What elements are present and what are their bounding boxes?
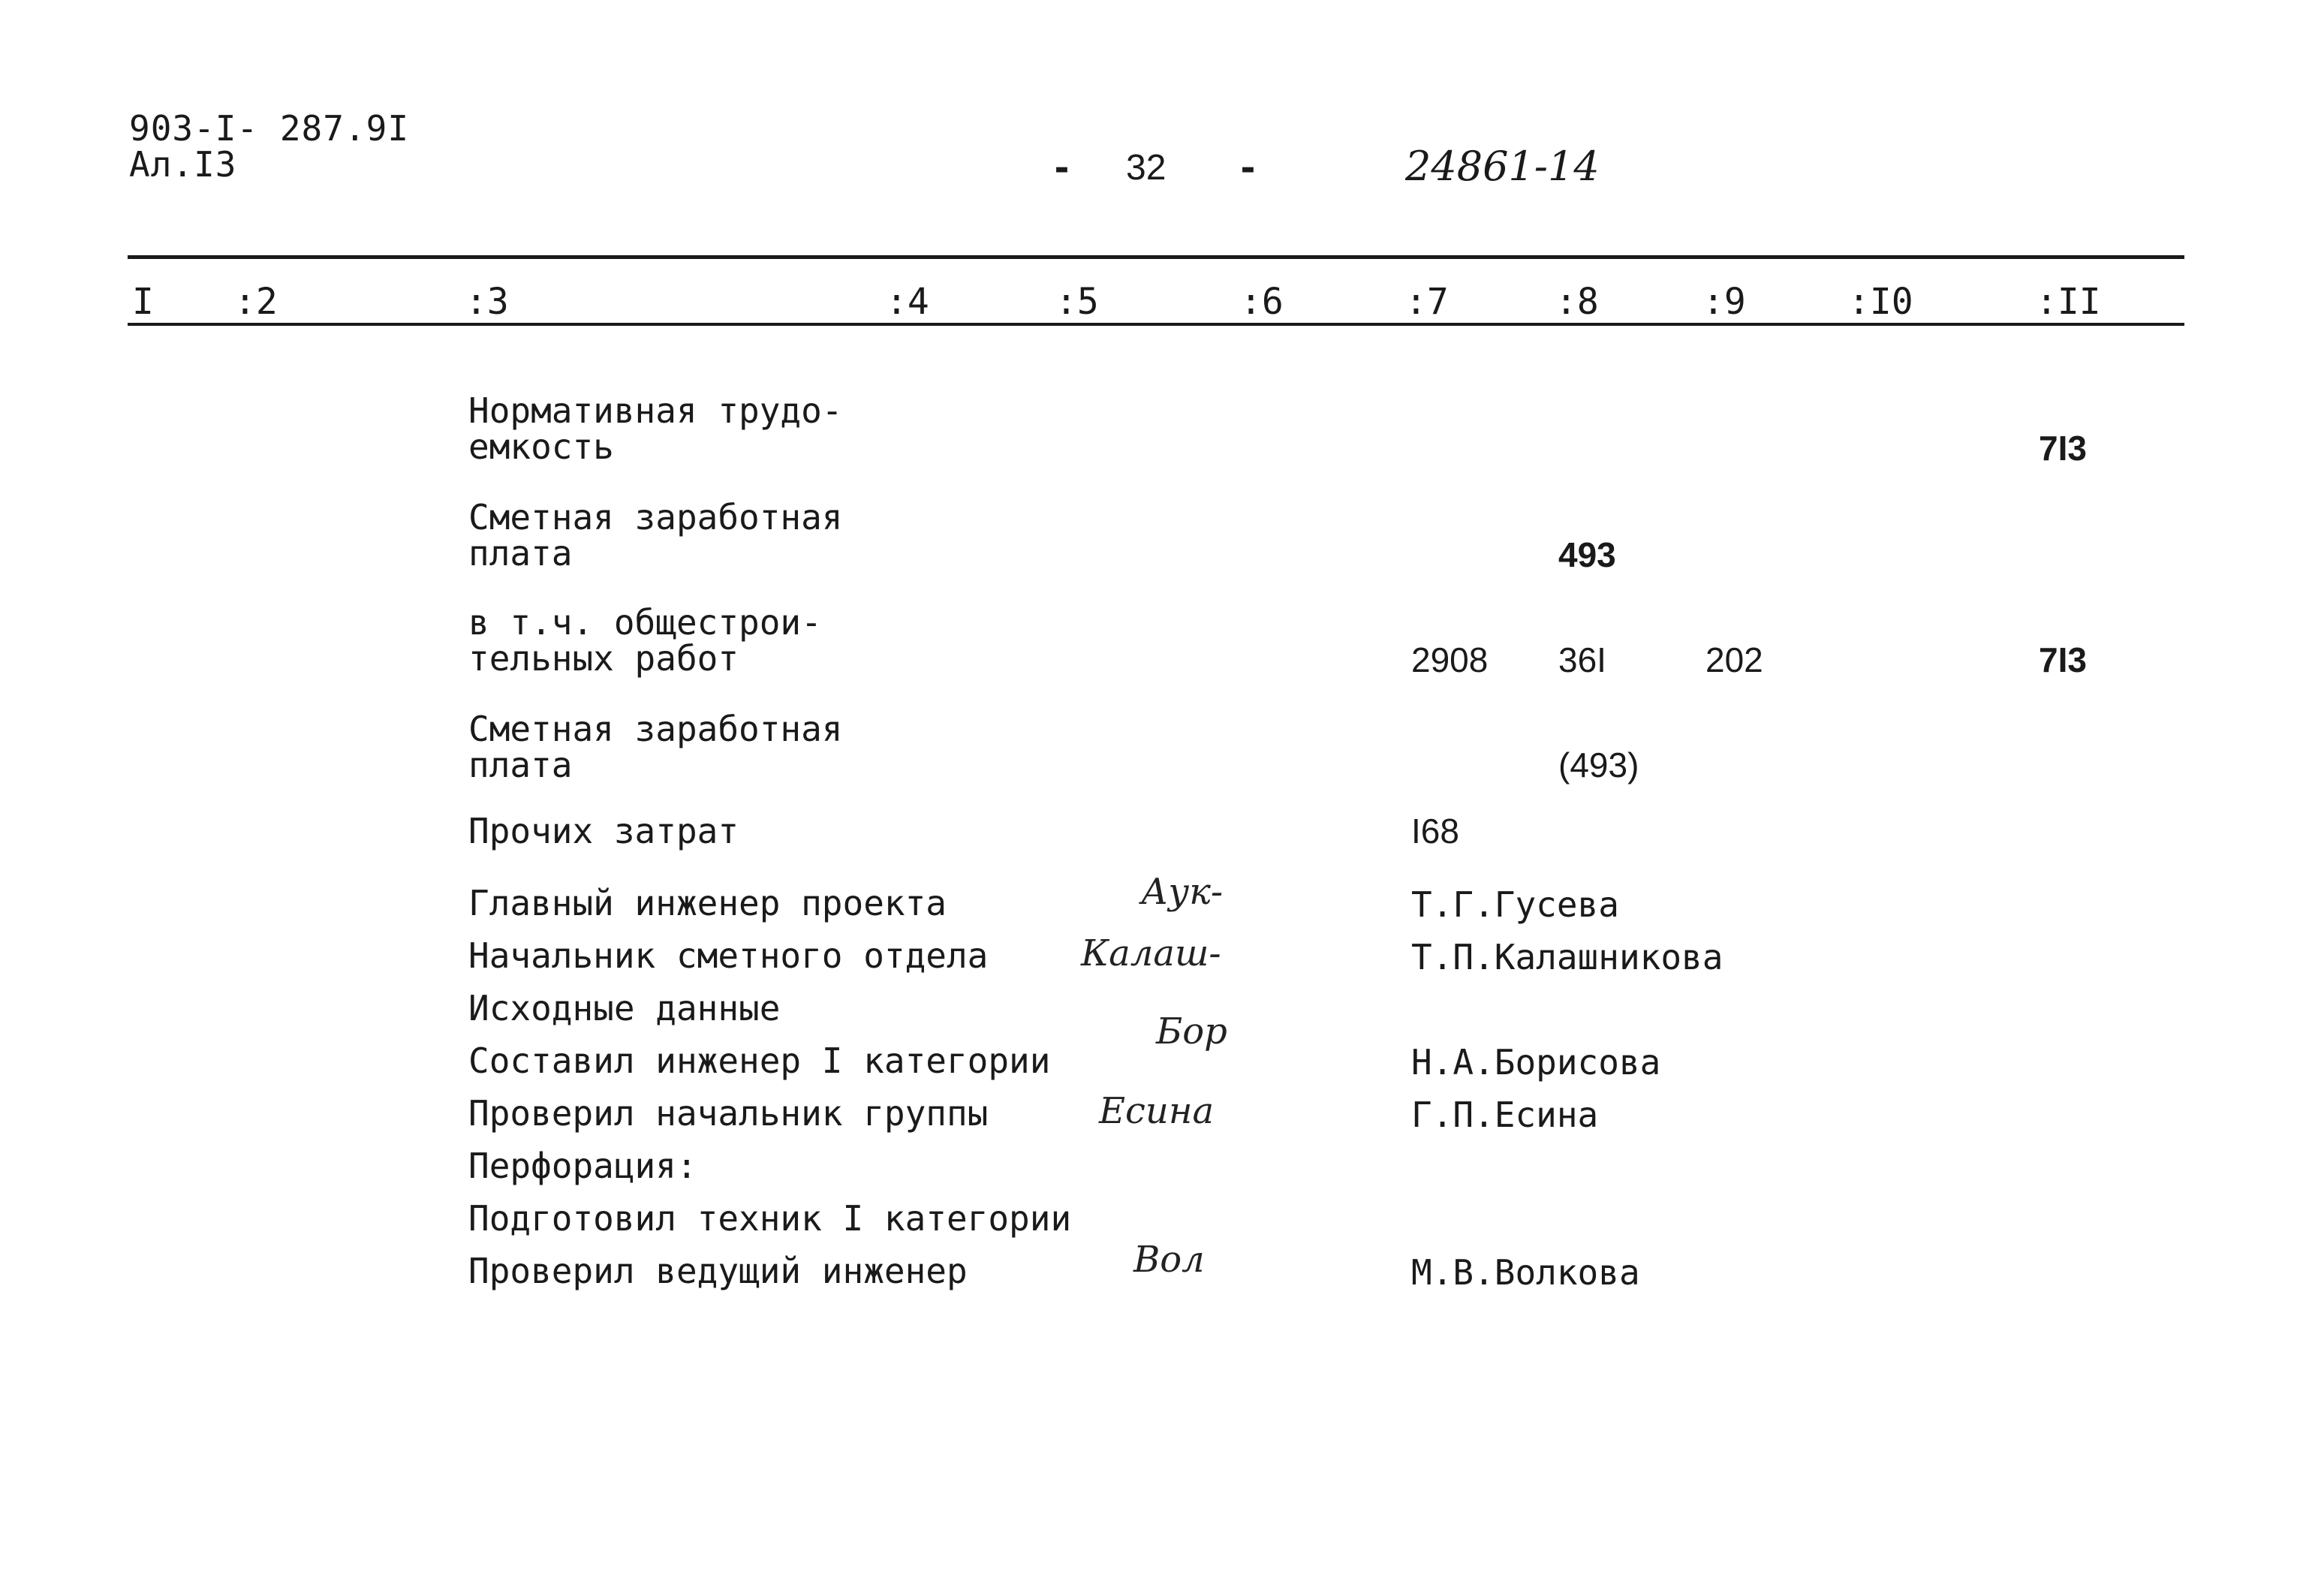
row-wage1-label-line2: плата	[468, 533, 573, 574]
row-wage1-label-line1: Сметная заработная	[468, 497, 843, 538]
row-other-label: Прочих затрат	[468, 811, 739, 851]
signature-role-group-head: Проверил начальник группы	[468, 1093, 989, 1134]
signature-role-technician: Подготовил техник I категории	[468, 1198, 1072, 1239]
row-labor-label-line2: емкость	[468, 426, 614, 467]
column-header-2: :2	[234, 281, 278, 323]
signature-chief-engineer: Аук-	[1141, 871, 1224, 913]
row-other-col7: I68	[1411, 812, 1459, 851]
page-dash-left: -	[1051, 147, 1073, 189]
row-wage2-label-line2: плата	[468, 745, 573, 785]
sheet-number: Ал.I3	[129, 144, 237, 185]
column-header-9: :9	[1702, 281, 1746, 323]
row-wage2-label-line1: Сметная заработная	[468, 709, 843, 749]
signature-role-compiler: Составил инженер I категории	[468, 1040, 1051, 1081]
signature-name-compiler: Н.А.Борисова	[1411, 1042, 1661, 1083]
column-header-8: :8	[1555, 281, 1599, 323]
signature-name-group-head: Г.П.Есина	[1411, 1095, 1599, 1135]
row-general-label-line2: тельных работ	[468, 638, 739, 679]
page-number: 32	[1126, 148, 1167, 188]
signature-role-input-data: Исходные данные	[468, 988, 781, 1028]
row-wage1-col8: 493	[1558, 535, 1616, 574]
row-general-col7: 2908	[1411, 640, 1489, 679]
row-general-label-line1: в т.ч. общестрои-	[468, 602, 822, 643]
signature-estimate-head: Калаш-	[1081, 932, 1221, 974]
column-header-7: :7	[1405, 281, 1449, 323]
row-general-col8: 36I	[1558, 640, 1606, 679]
column-header-6: :6	[1240, 281, 1284, 323]
signature-group-head: Есина	[1099, 1090, 1215, 1132]
signature-name-estimate-head: Т.П.Калашникова	[1411, 937, 1723, 977]
signature-name-chief-engineer: Т.Г.Гусева	[1411, 884, 1619, 925]
row-labor-label-line1: Нормативная трудо-	[468, 390, 843, 431]
column-header-5: :5	[1055, 281, 1099, 323]
column-header-4: :4	[886, 281, 929, 323]
document-code: 903-I- 287.9I	[129, 108, 410, 149]
column-header-3: :3	[465, 281, 509, 323]
signature-role-estimate-head: Начальник сметного отдела	[468, 935, 989, 976]
row-wage2-col8: (493)	[1558, 745, 1639, 784]
signature-compiler: Бор	[1156, 1010, 1227, 1052]
signature-lead-engineer: Вол	[1133, 1239, 1205, 1281]
row-general-col11: 7I3	[2039, 640, 2087, 679]
column-header-10: :I0	[1848, 281, 1913, 323]
handwritten-number: 24861-14	[1405, 143, 1600, 190]
page-dash-right: -	[1237, 147, 1259, 189]
signature-role-lead-engineer: Проверил ведущий инженер	[468, 1251, 968, 1291]
column-header-11: :II	[2036, 281, 2101, 323]
signature-role-chief-engineer: Главный инженер проекта	[468, 883, 947, 923]
table-header-rule	[128, 323, 2184, 326]
row-labor-col11: 7I3	[2039, 429, 2087, 468]
row-general-col9: 202	[1705, 640, 1763, 679]
table-top-rule	[128, 255, 2184, 259]
column-header-1: I	[132, 281, 154, 323]
signature-name-lead-engineer: М.В.Волкова	[1411, 1252, 1640, 1293]
signature-role-perforation: Перфорация:	[468, 1146, 697, 1186]
